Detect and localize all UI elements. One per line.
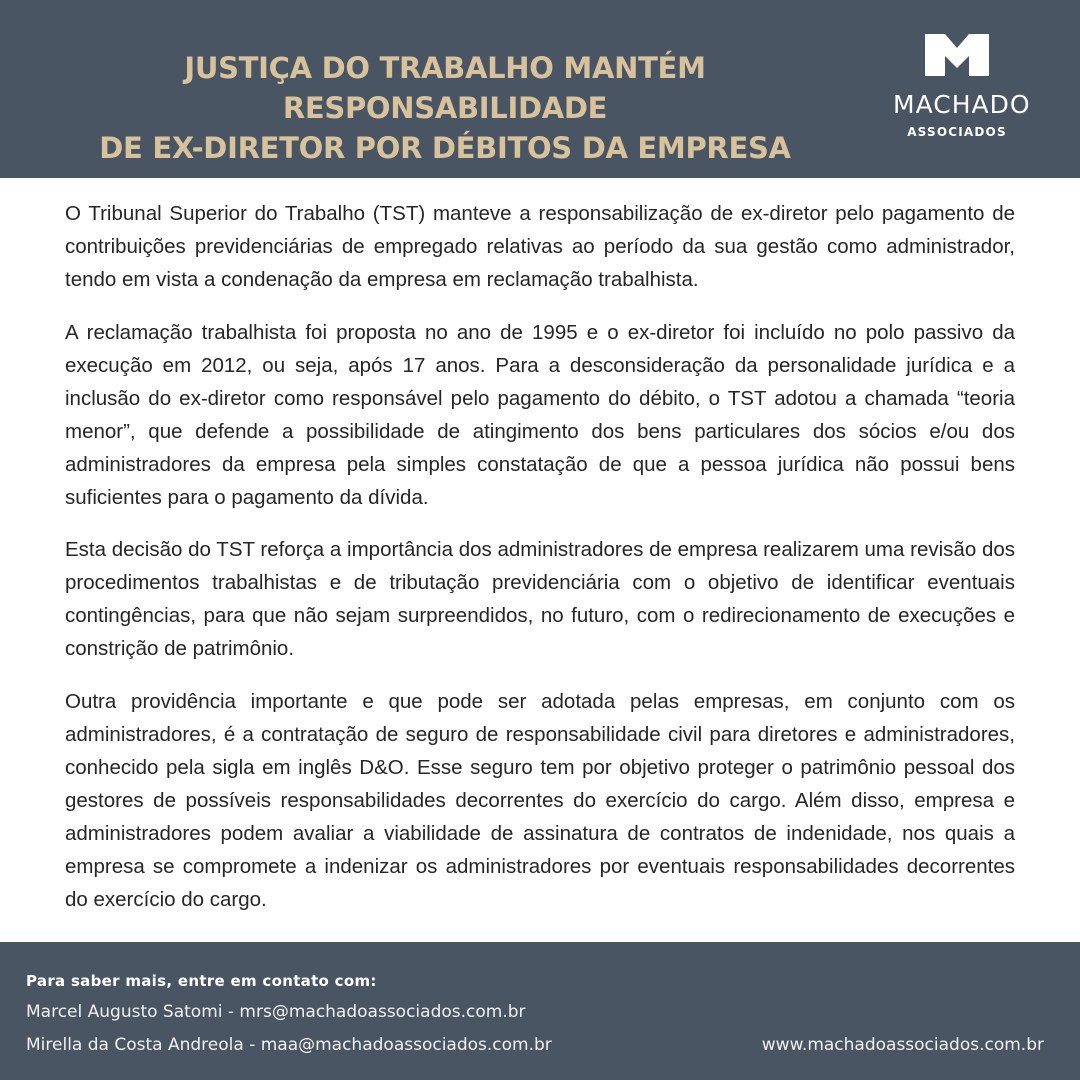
paragraph-2: A reclamação trabalhista foi proposta no ano de 1995 e o ex-diretor foi incluído no polo passivo da execução em 2012, ou seja, após 17 anos. Para a desconsideração da personalidade jurídica e a inclusão do ex-diretor como responsável pelo pagamento do débito, o TST adotou a chamada “teoria menor”, que defende a possibilidade de atingimento dos bens particulares dos sócios e/ou dos administradores da empresa pela simples constatação de que a pessoa jurídica não possui bens suficientes para o pagamento da dívida. xyxy=(65,320,1015,509)
title-line-2: DE EX-DIRETOR POR DÉBITOS DA EMPRESA xyxy=(99,131,791,165)
logo-subtitle: ASSOCIADOS xyxy=(907,125,1007,139)
contact-marcel[interactable]: Marcel Augusto Satomi - mrs@machadoassociados.com.br xyxy=(26,1002,526,1022)
contact-heading: Para saber mais, entre em contato com: xyxy=(26,972,377,990)
website-link[interactable]: www.machadoassociados.com.br xyxy=(761,1035,1044,1055)
paragraph-1: O Tribunal Superior do Trabalho (TST) manteve a responsabilização de ex-diretor pelo pagamento de contribuições previdenciárias de empregado relativas ao período da sua gestão como administrador, tendo em vista a condenação da empresa em reclamação trabalhista. xyxy=(65,202,1015,291)
paragraph-3: Esta decisão do TST reforça a importância dos administradores de empresa realizarem uma revisão dos procedimentos trabalhistas e de tributação previdenciária com o objetivo de identificar eventuais contingências, para que não sejam surpreendidos, no futuro, com o redirecionamento de execuções e constrição de patrimônio. xyxy=(65,538,1015,660)
footer xyxy=(0,942,1080,1080)
title-line-1: JUSTIÇA DO TRABALHO MANTÉM RESPONSABILIDADE xyxy=(184,51,706,125)
contact-mirella[interactable]: Mirella da Costa Andreola - maa@machadoassociados.com.br xyxy=(26,1035,552,1055)
header-banner xyxy=(0,0,1080,178)
article-body xyxy=(65,197,1015,935)
machado-m-logo-icon xyxy=(925,34,989,76)
logo-name: MACHADO xyxy=(893,90,1031,119)
paragraph-4: Outra providência importante e que pode ser adotada pelas empresas, em conjunto com os administradores, é a contratação de seguro de responsabilidade civil para diretores e administradores, conhecido pela sigla em inglês D&O. Esse seguro tem por objetivo proteger o patrimônio pessoal dos gestores de possíveis responsabilidades decorrentes do exercício do cargo. Além disso, empresa e administradores podem avaliar a viabilidade de assinatura de contratos de indenidade, nos quais a empresa se compromete a indenizar os administradores por eventuais responsabilidades decorrentes do exercício do cargo. xyxy=(65,689,1015,911)
page-title xyxy=(20,48,870,168)
machado-associados-logo xyxy=(893,34,1031,146)
